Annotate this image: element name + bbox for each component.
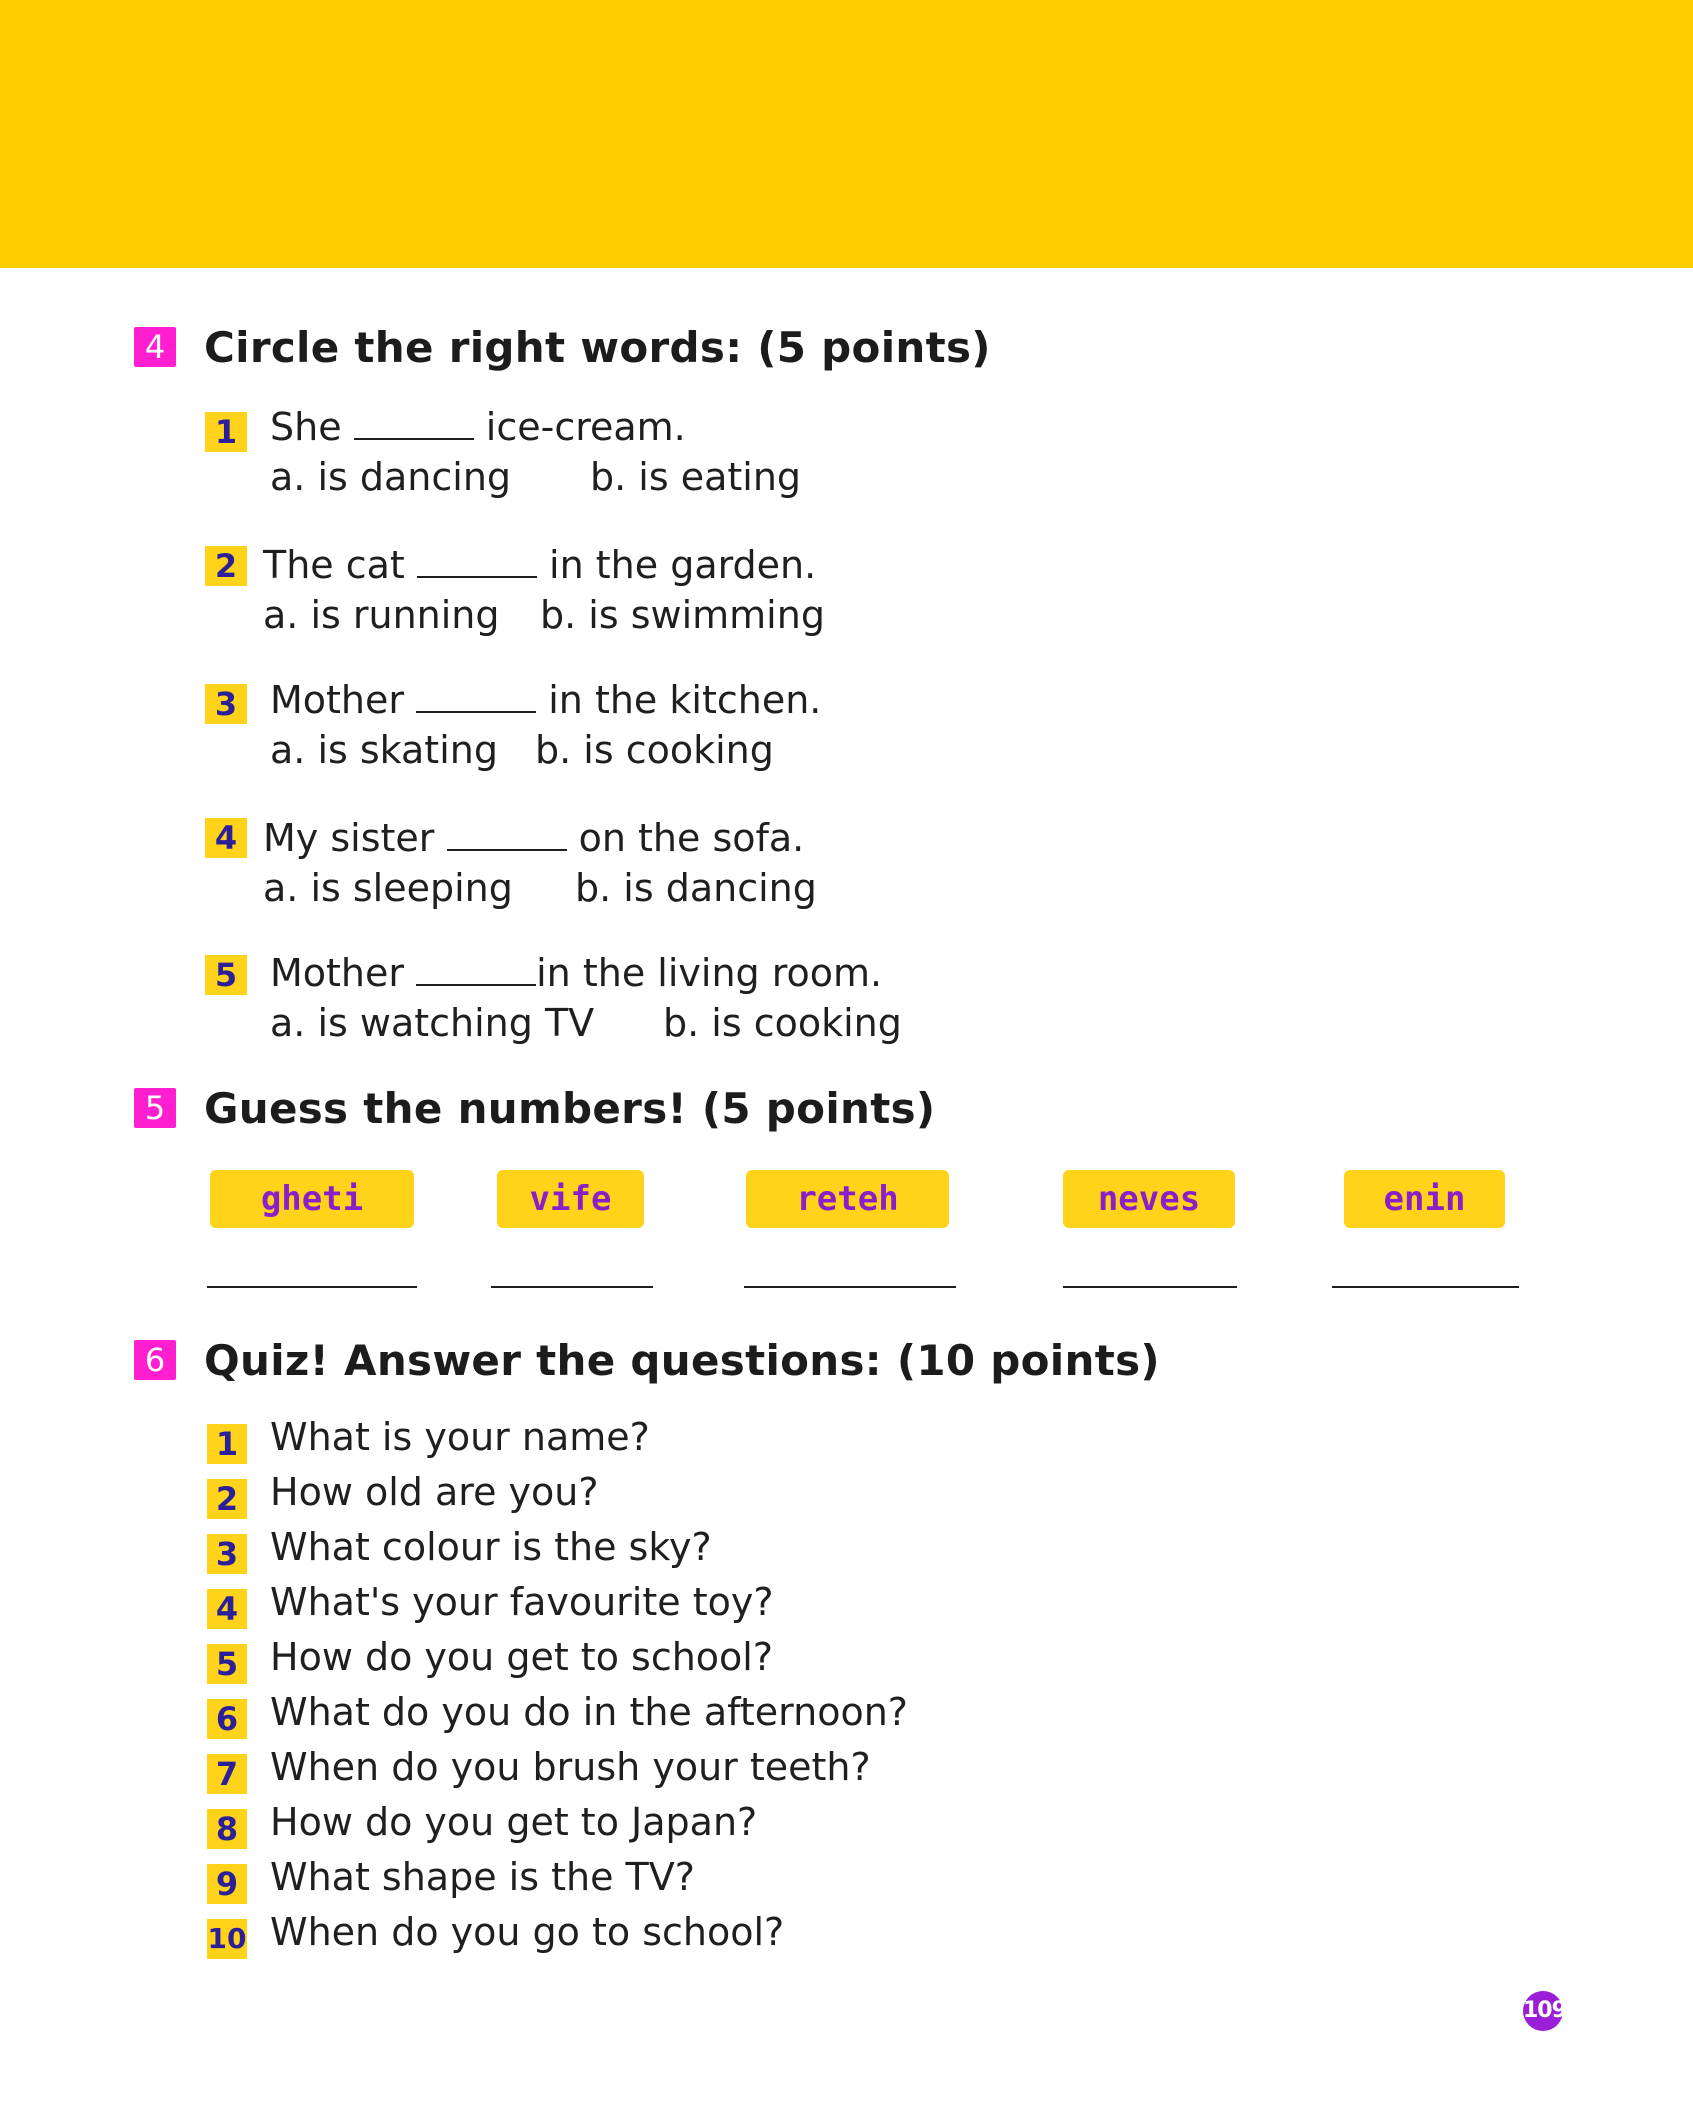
item-5-before: Mother bbox=[270, 951, 405, 995]
answer-line-3[interactable] bbox=[744, 1286, 956, 1288]
answer-line-5[interactable] bbox=[1332, 1286, 1519, 1288]
section-6-heading bbox=[134, 1330, 1160, 1390]
scrambled-word-5: enin bbox=[1344, 1170, 1505, 1228]
item-3-sentence bbox=[270, 678, 821, 722]
question-10-text: When do you go to school? bbox=[270, 1910, 785, 1954]
section-5-heading bbox=[134, 1078, 935, 1138]
item-4-option-a[interactable]: a. is sleeping bbox=[263, 866, 513, 910]
item-4-number: 4 bbox=[205, 818, 247, 858]
question-2-text: How old are you? bbox=[270, 1470, 599, 1514]
item-5-number: 5 bbox=[205, 955, 247, 995]
question-7-text: When do you brush your teeth? bbox=[270, 1745, 871, 1789]
scrambled-word-3: reteh bbox=[746, 1170, 949, 1228]
item-5-sentence bbox=[270, 951, 882, 995]
header-band bbox=[0, 0, 1693, 268]
question-1-number: 1 bbox=[207, 1424, 247, 1464]
item-4-sentence bbox=[263, 816, 804, 860]
question-8-number: 8 bbox=[207, 1809, 247, 1849]
item-5-after: in the living room. bbox=[536, 951, 883, 995]
item-1-before: She bbox=[270, 405, 342, 449]
question-3-number: 3 bbox=[207, 1534, 247, 1574]
item-1-option-a[interactable]: a. is dancing bbox=[270, 455, 512, 499]
item-2-blank[interactable] bbox=[417, 548, 537, 578]
section-5-number: 5 bbox=[134, 1088, 176, 1128]
item-1-blank[interactable] bbox=[354, 410, 474, 440]
question-5-text: How do you get to school? bbox=[270, 1635, 774, 1679]
question-9-number: 9 bbox=[207, 1864, 247, 1904]
question-8-text: How do you get to Japan? bbox=[270, 1800, 758, 1844]
item-2-after: in the garden. bbox=[549, 543, 817, 587]
item-2-option-a[interactable]: a. is running bbox=[263, 593, 500, 637]
question-4-text: What's your favourite toy? bbox=[270, 1580, 774, 1624]
item-1-number: 1 bbox=[205, 412, 247, 452]
question-1-text: What is your name? bbox=[270, 1415, 650, 1459]
question-3-text: What colour is the sky? bbox=[270, 1525, 712, 1569]
item-5-option-b[interactable]: b. is cooking bbox=[663, 1001, 902, 1045]
page-number: 109 bbox=[1523, 1991, 1563, 2031]
question-6-text: What do you do in the afternoon? bbox=[270, 1690, 908, 1734]
section-4-title: Circle the right words: (5 points) bbox=[204, 322, 991, 372]
section-6-number: 6 bbox=[134, 1340, 176, 1380]
item-2-sentence bbox=[263, 543, 816, 587]
item-4-after: on the sofa. bbox=[578, 816, 805, 860]
scrambled-word-2: vife bbox=[497, 1170, 644, 1228]
item-3-option-a[interactable]: a. is skating bbox=[270, 728, 498, 772]
question-5-number: 5 bbox=[207, 1644, 247, 1684]
answer-line-1[interactable] bbox=[207, 1286, 417, 1288]
scrambled-word-1: gheti bbox=[210, 1170, 414, 1228]
item-2-before: The cat bbox=[263, 543, 405, 587]
question-10-number: 10 bbox=[207, 1919, 247, 1959]
question-4-number: 4 bbox=[207, 1589, 247, 1629]
item-1-sentence bbox=[270, 405, 686, 449]
item-2-number: 2 bbox=[205, 546, 247, 586]
item-1-after: ice-cream. bbox=[485, 405, 686, 449]
item-2-option-b[interactable]: b. is swimming bbox=[540, 593, 825, 637]
item-3-blank[interactable] bbox=[416, 683, 536, 713]
question-6-number: 6 bbox=[207, 1699, 247, 1739]
item-4-blank[interactable] bbox=[447, 821, 567, 851]
section-5-title: Guess the numbers! (5 points) bbox=[204, 1083, 936, 1133]
item-1-option-b[interactable]: b. is eating bbox=[590, 455, 802, 499]
question-2-number: 2 bbox=[207, 1479, 247, 1519]
answer-line-2[interactable] bbox=[491, 1286, 653, 1288]
section-4-number: 4 bbox=[134, 327, 176, 367]
section-4-heading bbox=[134, 317, 991, 377]
item-5-option-a[interactable]: a. is watching TV bbox=[270, 1001, 595, 1045]
answer-line-4[interactable] bbox=[1063, 1286, 1237, 1288]
section-6-title: Quiz! Answer the questions: (10 points) bbox=[204, 1335, 1160, 1385]
item-4-before: My sister bbox=[263, 816, 435, 860]
item-3-before: Mother bbox=[270, 678, 405, 722]
item-4-option-b[interactable]: b. is dancing bbox=[575, 866, 817, 910]
item-3-after: in the kitchen. bbox=[548, 678, 822, 722]
question-9-text: What shape is the TV? bbox=[270, 1855, 695, 1899]
scrambled-word-4: neves bbox=[1063, 1170, 1235, 1228]
item-3-option-b[interactable]: b. is cooking bbox=[535, 728, 774, 772]
item-5-blank[interactable] bbox=[416, 956, 536, 986]
question-7-number: 7 bbox=[207, 1754, 247, 1794]
item-3-number: 3 bbox=[205, 684, 247, 724]
